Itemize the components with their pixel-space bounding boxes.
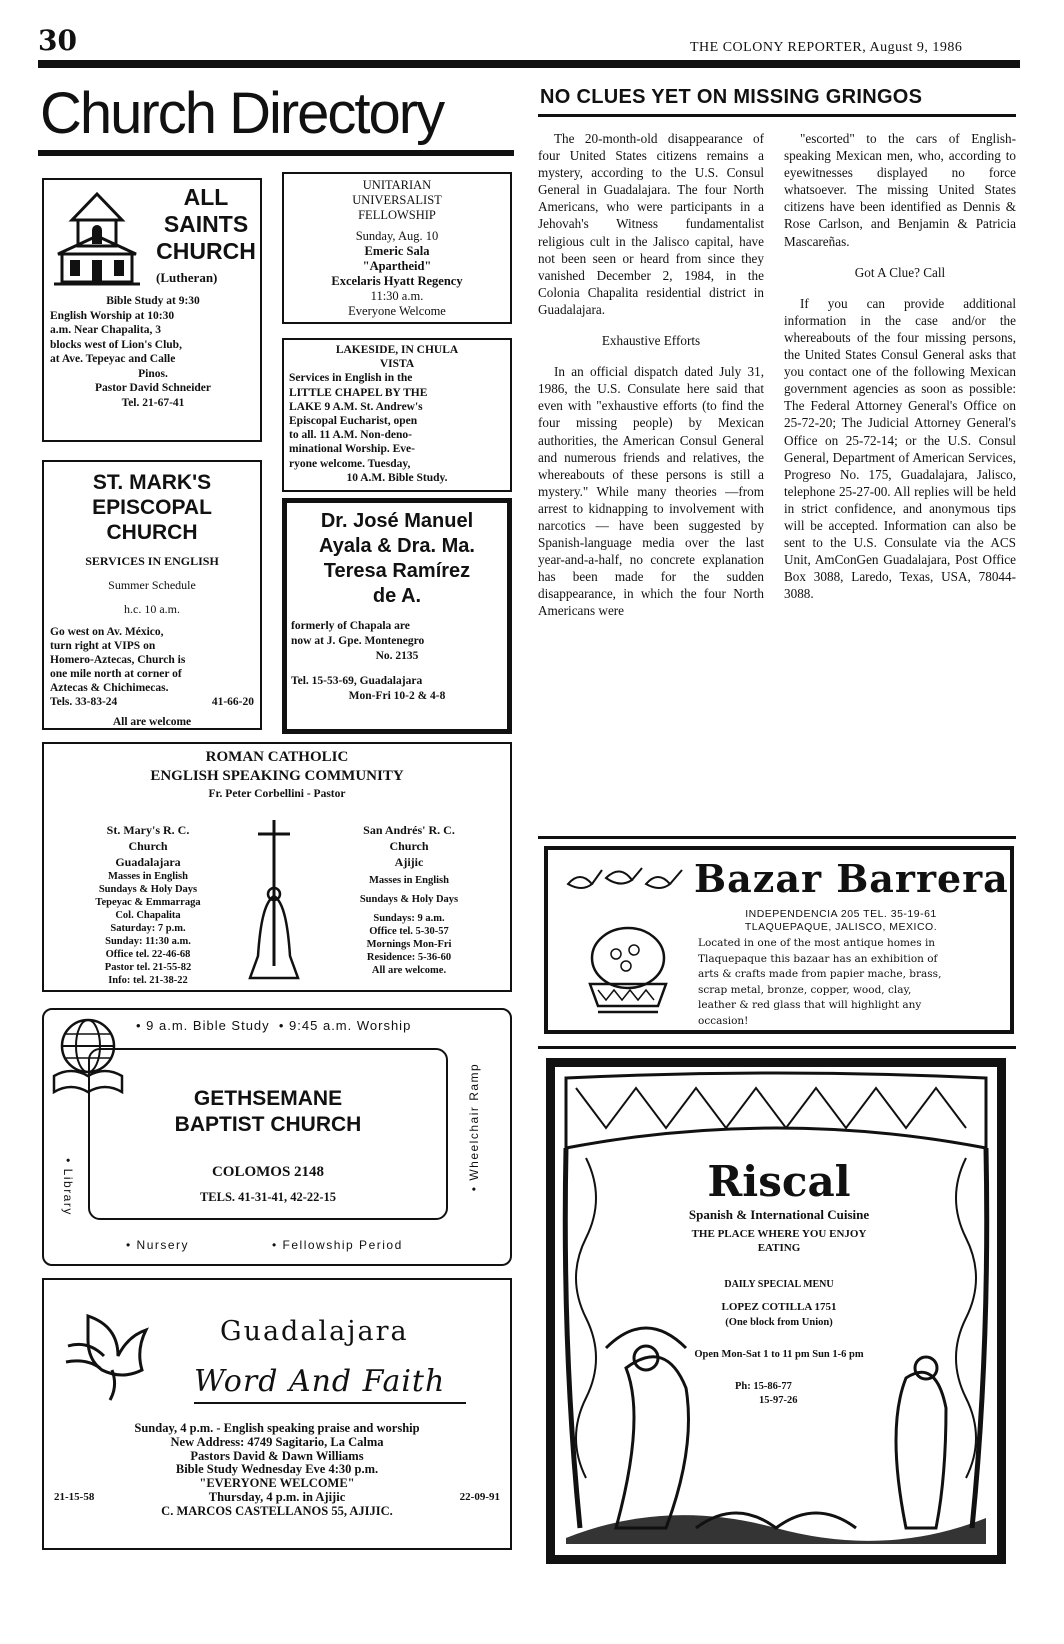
flower-basket-icon — [578, 920, 678, 1020]
gethsemane-schedule: • 9 a.m. Bible Study • 9:45 a.m. Worship — [136, 1018, 412, 1033]
st-marks-line-4: one mile north at corner of — [50, 668, 182, 680]
unitarian-line-2: UNIVERSALIST — [352, 193, 442, 207]
word-faith-line-5: "EVERYONE WELCOME" — [199, 1476, 355, 1491]
doctors-tel: Tel. 15-53-69, Guadalajara — [291, 675, 423, 687]
unitarian-ad — [282, 172, 512, 324]
riscal-cuisine: Spanish & International Cuisine — [688, 1207, 870, 1222]
word-faith-line-1: Sunday, 4 p.m. - English speaking praise and worship — [134, 1421, 420, 1435]
all-saints-denomination: (Lutheran) — [156, 270, 218, 285]
doctors-line-2: now at J. Gpe. Montenegro — [291, 635, 425, 647]
directory-title-rule — [38, 150, 514, 156]
st-marks-services: SERVICES IN ENGLISH — [85, 554, 219, 568]
st-marks-welcome: All are welcome — [112, 716, 192, 728]
all-saints-line-2: English Worship at 10:30 — [50, 309, 175, 322]
article-col1-paragraph-1: The 20-month-old disappearance of four United States citizens remains a mystery, according to the U.S. Consul General in Guadalajara. The four North Americans, who were participants in a Jehovah's Witness fundamentalist religious cult in the Jalisco capital, have not been seen or heard from since they vanished December 2, 1984, in the Colonia Chapalita residential district in Guadalajara. — [538, 131, 764, 317]
bazar-bottom-rule — [538, 1046, 1016, 1049]
article-bottom-rule — [538, 836, 1016, 839]
word-faith-tel-right: 22-09-91 — [459, 1490, 500, 1503]
riscal-tagline-1: THE PLACE WHERE YOU ENJOY — [691, 1228, 867, 1240]
directory-title: Church Directory — [40, 81, 444, 146]
st-marys-line-6: Tepeyac & Emmarraga — [95, 897, 201, 908]
word-faith-line-3: Pastors David & Dawn Williams — [190, 1448, 364, 1463]
publication-line: THE COLONY REPORTER, August 9, 1986 — [690, 40, 963, 55]
bazar-name: Bazar Barrera — [694, 856, 1009, 901]
doctors-hours: Mon-Fri 10-2 & 4-8 — [348, 690, 446, 702]
riscal-tagline-2: EATING — [757, 1242, 801, 1254]
bazar-line-5: leather & red glass that will highlight any — [698, 999, 922, 1011]
unitarian-line-6: "Apartheid" — [362, 259, 432, 273]
lakeside-line-4: Episcopal Eucharist, open — [289, 415, 418, 428]
article-col2-paragraph-1: "escorted" to the cars of English-speaking Mexican men, who, according to eyewitnesses displayed no force whatsoever. The missing United States citizens have been identified as Dennis & Rose Carlson, and Benjamin & Patricia Mascareñas. — [784, 131, 1016, 249]
bazar-line-3: arts & crafts made from papier mache, brass, — [698, 968, 942, 980]
doctors-name-3: Teresa Ramírez — [323, 560, 471, 582]
doctors-name-4: de A. — [372, 585, 422, 607]
san-andres-line-4: Masses in English — [369, 875, 449, 886]
doctors-address: No. 2135 — [375, 650, 419, 662]
lakeside-line-6: minational Worship. Eve- — [289, 443, 415, 456]
st-marys-line-10: Office tel. 22-46-68 — [105, 949, 191, 960]
st-marks-time: h.c. 10 a.m. — [124, 602, 180, 616]
word-faith-address: C. MARCOS CASTELLANOS 55, AJIJIC. — [161, 1503, 393, 1518]
riscal-special: DAILY SPECIAL MENU — [724, 1279, 834, 1290]
lakeside-title-2: VISTA — [379, 358, 415, 371]
san-andres-line-9: Residence: 5-36-60 — [366, 952, 452, 963]
gethsemane-tels: TELS. 41-31-41, 42-22-15 — [199, 1190, 337, 1204]
st-marys-line-11: Pastor tel. 21-55-82 — [104, 962, 192, 973]
catholic-title-2: ENGLISH SPEAKING COMMUNITY — [150, 768, 404, 784]
bazar-barrera-ad — [544, 846, 1014, 1034]
all-saints-name-2: SAINTS — [163, 211, 249, 237]
riscal-phone-1: Ph: 15-86-77 — [735, 1381, 792, 1392]
church-building-icon — [52, 190, 142, 290]
st-marks-line-3: Homero-Aztecas, Church is — [50, 654, 186, 666]
word-faith-tel-left: 21-15-58 — [54, 1490, 95, 1503]
article-col2-paragraph-2: If you can provide additional information in the case and/or the whereabouts of the four missing persons, the United States Consul General asks that you contact one of the following Mexican government agencies as soon as possible: The Federal Attorney General's Office on 25-72-20; The Judicial Attorney General's Office on 25-72-14; or the U.S. Consul General, Department of American Services, Progreso No. 175, Guadalajara, Jalisco, telephone 25-27-00. All replies will be held in strict confidence, and anonymous tips will be accepted. Information can also be sent to the U.S. Consulate via the ACS Unit, AmConGen Guadalajara, Post Office Box 3088, Laredo, Texas, USA, 78044-3088. — [784, 295, 1016, 602]
san-andres-line-5: Sundays & Holy Days — [359, 894, 459, 905]
gethsemane-library: • Library — [61, 1158, 75, 1216]
doctors-line-1: formerly of Chapala are — [291, 620, 410, 632]
bazar-line-1: Located in one of the most antique homes in — [698, 937, 936, 949]
all-saints-line-4: blocks west of Lion's Club, — [50, 338, 182, 351]
riscal-address: LOPEZ COTILLA 1751 — [721, 1301, 837, 1313]
all-saints-tel: Tel. 21-67-41 — [121, 396, 185, 409]
all-saints-name-3: CHURCH — [156, 238, 256, 264]
san-andres-line-8: Mornings Mon-Fri — [366, 939, 452, 950]
all-saints-pastor: Pastor David Schneider — [94, 382, 212, 394]
all-saints-line-6: Pinos. — [138, 367, 168, 380]
doctors-name-2: Ayala & Dra. Ma. — [319, 535, 475, 557]
riscal-near: (One block from Union) — [725, 1317, 833, 1328]
all-saints-line-1: Bible Study at 9:30 — [106, 295, 200, 307]
lakeside-line-2: LITTLE CHAPEL BY THE — [289, 386, 428, 399]
san-andres-line-7: Office tel. 5-30-57 — [369, 926, 449, 937]
riscal-name: Riscal — [707, 1157, 851, 1206]
catholic-pastor: Fr. Peter Corbellini - Pastor — [208, 788, 346, 800]
word-faith-name: Word And Faith — [194, 1364, 446, 1399]
riscal-hours: Open Mon-Sat 1 to 11 pm Sun 1-6 pm — [694, 1349, 864, 1360]
st-marks-tels-right: 41-66-20 — [211, 696, 254, 708]
cross-figure-icon — [244, 816, 304, 986]
doctors-ad — [282, 498, 512, 734]
st-marks-schedule: Summer Schedule — [108, 578, 196, 592]
unitarian-line-1: UNITARIAN — [362, 178, 432, 192]
san-andres-line-2: Church — [389, 839, 429, 853]
san-andres-line-10: All are welcome. — [371, 965, 447, 976]
article-subhead-1: Exhaustive Efforts — [601, 333, 701, 349]
unitarian-line-5: Emeric Sala — [364, 244, 430, 258]
lakeside-line-1: Services in English in the — [289, 372, 413, 385]
bazar-line-6: occasion! — [698, 1014, 749, 1027]
gethsemane-ramp: • Wheelchair Ramp — [467, 1062, 481, 1192]
unitarian-line-7: Excelaris Hyatt Regency — [331, 274, 463, 288]
lakeside-line-5: to all. 11 A.M. Non-deno- — [289, 429, 412, 442]
article-column-1 — [538, 130, 764, 620]
san-andres-line-6: Sundays: 9 a.m. — [373, 913, 445, 924]
san-andres-line-1: San Andrés' R. C. — [363, 823, 455, 837]
st-marys-line-1: St. Mary's R. C. — [106, 823, 190, 837]
st-marys-line-9: Sunday: 11:30 a.m. — [105, 936, 191, 947]
riscal-ad — [546, 1058, 1006, 1564]
article-column-2 — [784, 130, 1016, 602]
st-marks-line-1: Go west on Av. México, — [50, 626, 164, 638]
st-marys-line-2: Church — [128, 839, 168, 853]
article-headline: NO CLUES YET ON MISSING GRINGOS — [540, 86, 923, 108]
all-saints-name-1: ALL — [183, 184, 229, 210]
catholic-title-1: ROMAN CATHOLIC — [205, 749, 349, 765]
article-subhead-2: Got A Clue? Call — [854, 264, 946, 280]
all-saints-ad — [42, 178, 262, 442]
bazar-line-2: Tlaquepaque this bazaar has an exhibition of — [698, 952, 938, 965]
lakeside-ad — [282, 338, 512, 492]
catholic-ad — [42, 742, 512, 992]
bazar-address-1: INDEPENDENCIA 205 TEL. 35-19-61 — [745, 908, 937, 920]
lakeside-last: 10 A.M. Bible Study. — [346, 471, 448, 484]
lakeside-title-1: LAKESIDE, IN CHULA — [335, 344, 459, 356]
word-faith-thursday: Thursday, 4 p.m. in Ajijic — [208, 1489, 346, 1504]
st-marks-line-2: turn right at VIPS on — [50, 640, 156, 652]
article-headline-rule — [538, 114, 1016, 117]
article-col1-paragraph-2: In an official dispatch dated July 31, 1986, the U.S. Consulate here said that even with "exhaustive efforts (to find the four missing people) by Mexican authorities, the American Consul General and numerous friends and relatives, the whereabouts of these persons is still a mystery." While many theories —from arrest to kidnapping to involvement with narcotics — have been suggested by Spanish-language media over the last year-and-a-half, no concrete explanation has been made for the sudden disappearance, in which the four North Americans were — [538, 364, 764, 619]
gethsemane-fellowship: • Fellowship Period — [272, 1238, 403, 1252]
doves-icon — [562, 862, 692, 906]
doctors-name-1: Dr. José Manuel — [320, 510, 474, 532]
word-faith-ad — [42, 1278, 512, 1550]
st-marys-line-3: Guadalajara — [115, 855, 181, 869]
lakeside-line-7: ryone welcome. Tuesday, — [289, 457, 411, 470]
word-faith-underline — [194, 1402, 466, 1404]
word-faith-line-4: Bible Study Wednesday Eve 4:30 p.m. — [175, 1462, 379, 1477]
st-marks-name-2: EPISCOPAL — [92, 496, 212, 519]
bazar-address-2: TLAQUEPAQUE, JALISCO, MEXICO. — [744, 921, 938, 933]
unitarian-line-4: Sunday, Aug. 10 — [355, 229, 439, 243]
st-marks-line-5: Aztecas & Chichimecas. — [50, 682, 169, 694]
gethsemane-address: COLOMOS 2148 — [211, 1164, 325, 1180]
lakeside-line-3: LAKE 9 A.M. St. Andrew's — [289, 400, 423, 413]
st-marks-ad — [42, 460, 262, 730]
page-number: 30 — [38, 24, 77, 57]
riscal-phone-2: 15-97-26 — [759, 1395, 798, 1406]
unitarian-line-8: 11:30 a.m. — [370, 289, 424, 303]
word-faith-city: Guadalajara — [220, 1316, 409, 1347]
st-marys-line-8: Saturday: 7 p.m. — [110, 923, 186, 934]
all-saints-line-3: a.m. Near Chapalita, 3 — [50, 324, 161, 336]
header-rule — [38, 60, 1020, 68]
st-marys-line-4: Masses in English — [108, 871, 188, 882]
st-marks-name-3: CHURCH — [106, 521, 198, 544]
st-marys-line-12: Info: tel. 21-38-22 — [108, 975, 188, 986]
st-marys-line-5: Sundays & Holy Days — [98, 884, 198, 895]
word-faith-line-2: New Address: 4749 Sagitario, La Calma — [170, 1434, 384, 1449]
unitarian-line-3: FELLOWSHIP — [358, 208, 436, 222]
gethsemane-nursery: • Nursery — [126, 1238, 190, 1252]
st-marks-tels-left: Tels. 33-83-24 — [50, 696, 118, 708]
san-andres-line-3: Ajijic — [394, 855, 424, 869]
unitarian-line-9: Everyone Welcome — [348, 304, 446, 318]
bazar-line-4: scrap metal, bronze, copper, wood, clay, — [698, 983, 912, 996]
gethsemane-name-2: BAPTIST CHURCH — [174, 1113, 362, 1136]
gethsemane-ad — [42, 1008, 512, 1266]
gethsemane-name-1: GETHSEMANE — [193, 1087, 343, 1110]
st-marys-line-7: Col. Chapalita — [115, 910, 181, 921]
all-saints-line-5: at Ave. Tepeyac and Calle — [50, 353, 176, 365]
dove-flame-icon — [58, 1296, 168, 1406]
st-marks-name-1: ST. MARK'S — [92, 471, 212, 494]
